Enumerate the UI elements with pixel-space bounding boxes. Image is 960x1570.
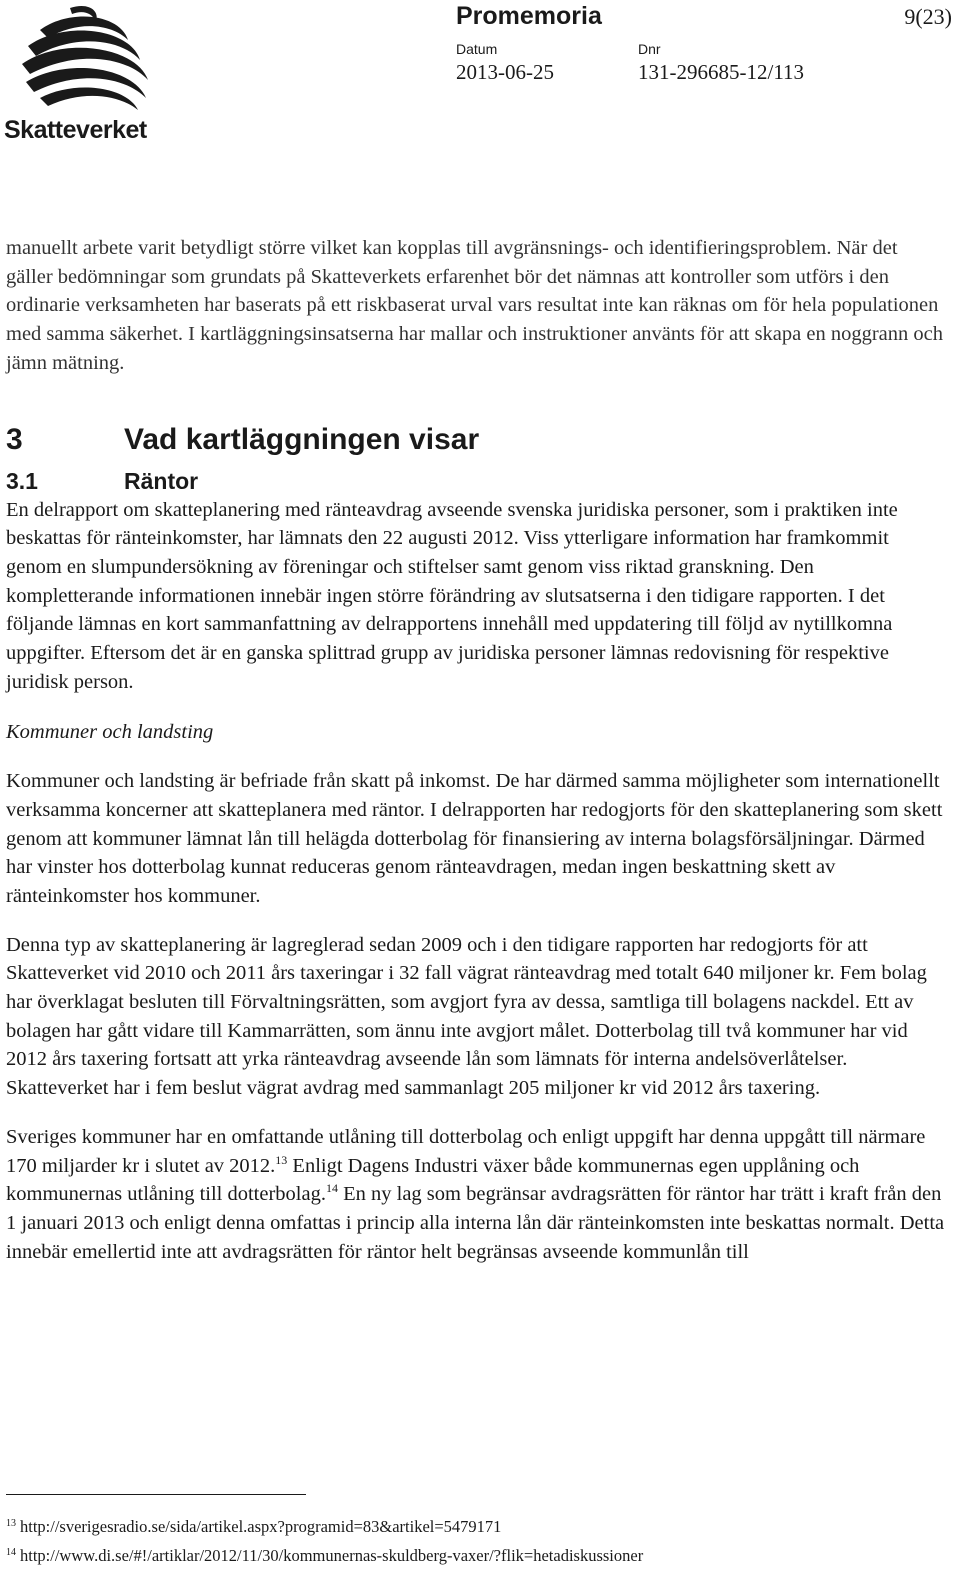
footnote-14	[6, 1541, 643, 1570]
crown-swirl-icon	[0, 0, 160, 118]
dnr-value: 131-296685-12/113	[638, 60, 805, 84]
footnotes	[6, 1512, 643, 1570]
footnote-number: 14	[6, 1546, 16, 1558]
subsection-number: 3.1	[6, 467, 38, 494]
section-heading	[6, 420, 946, 460]
dnr-label: Dnr	[638, 41, 661, 57]
footnote-number: 13	[6, 1517, 16, 1529]
page-number: 9(23)	[904, 4, 952, 29]
paragraph-1: En delrapport om skatteplanering med ränteavdrag avseende svenska juridiska personer, som i praktiken inte beskattas för ränteinkomster, har lämnats den 22 augusti 2012. Viss ytterligare information har framkommit genom en slumpundersökning av föreningar och stiftelser samt genom viss riktad granskning. Den kompletterande informationen innebär ingen större förändring av slutsatserna i den tidigare rapporten. I det följande lämnas en kort sammanfattning av delrapportens innehåll med uppdatering till följd av nytillkomna uppgifter. Eftersom det är en ganska splittrad grupp av juridiska personer lämnas redovisning för respektive juridisk person.	[6, 498, 898, 693]
paragraph-4-part-c: En ny lag som begränsar avdragsrätten för räntor har trätt i kraft från den 1 januari 2013 och enligt denna omfattas i princip alla interna lån där ränteinkomsten inte beskattas normalt. Detta innebär emellertid inte att avdragsrätten för räntor helt begränsas avseende kommunlån till	[6, 1183, 945, 1263]
footnote-link[interactable]: http://www.di.se/#!/artiklar/2012/11/30/kommunernas-skuldberg-vaxer/?flik=hetadiskussioner	[20, 1546, 644, 1565]
paragraph-4-part-a: Sveriges kommuner har en omfattande utlåning till dotterbolag och enligt uppgift har denna uppgått till närmare 170 miljarder kr i slutet av 2012.	[6, 1125, 926, 1177]
date-value: 2013-06-25	[456, 60, 554, 84]
date-label: Datum	[456, 41, 498, 57]
paragraph-3: Denna typ av skatteplanering är lagreglerad sedan 2009 och i den tidigare rapporten har redogjorts för att Skatteverket vid 2010 och 2011 års taxeringar i 32 fall vägrat ränteavdrag med totalt 640 miljoner kr. Fem bolag har överklagat besluten till Förvaltningsrätten, som avgjort fyra av dessa, samtliga till bolagens nackdel. Ett av bolagen har gått vidare till Kammarrätten, som ännu inte avgjort målet. Dotterbolag till två kommuner har vid 2012 års taxering fortsatt att yrka ränteavdrag avseende lån som lämnats för interna andelsöverlåtelser. Skatteverket har i fem beslut vägrat avdrag med sammanlagt 205 miljoner kr vid 2012 års taxering.	[6, 933, 927, 1100]
subheading-kommuner: Kommuner och landsting	[6, 721, 214, 744]
footnote-ref-13[interactable]: 13	[275, 1152, 288, 1167]
section-title: Vad kartläggningen visar	[124, 422, 480, 456]
logo-text: Skatteverket	[4, 116, 147, 144]
footnote-ref-14[interactable]: 14	[325, 1181, 338, 1196]
footnote-13	[6, 1512, 643, 1541]
subsection-heading	[6, 466, 946, 496]
document-type: Promemoria	[456, 2, 602, 30]
section-number: 3	[6, 422, 23, 456]
document-body	[6, 234, 946, 1266]
paragraph-4-part-b: Enligt Dagens Industri växer både kommunernas egen upplåning och kommunernas utlåning till dotterbolag.	[6, 1154, 860, 1206]
paragraph-4	[6, 1123, 946, 1267]
paragraph-2: Kommuner och landsting är befriade från skatt på inkomst. De har därmed samma möjligheter som internationellt verksamma koncerner att skatteplanera med räntor. I delrapporten har redogjorts för den skatteplanering som skett genom att kommuner lämnat lån till helägda dotterbolag för finansiering av interna bolagsförsäljningar. Därmed har vinster hos dotterbolag kunnat reduceras genom ränteavdragen, medan ingen beskattning skett av ränteinkomster hos kommuner.	[6, 770, 943, 907]
skatteverket-logo	[0, 0, 160, 150]
footnote-link[interactable]: http://sverigesradio.se/sida/artikel.aspx?programid=83&artikel=5479171	[20, 1517, 502, 1536]
intro-paragraph: manuellt arbete varit betydligt större vilket kan kopplas till avgränsnings- och identifieringsproblem. När det gäller bedömningar som grundats på Skatteverkets erfarenhet bör det nämnas att kontroller som utförs i den ordinarie verksamheten har baserats på ett riskbaserat urval vars resultat inte kan räknas om för hela populationen med samma säkerhet. I kartläggningsinsatserna har mallar och instruktioner använts för att skapa en noggrann och jämn mätning.	[6, 237, 944, 374]
subsection-title: Räntor	[124, 467, 199, 494]
footnote-divider	[6, 1494, 306, 1495]
